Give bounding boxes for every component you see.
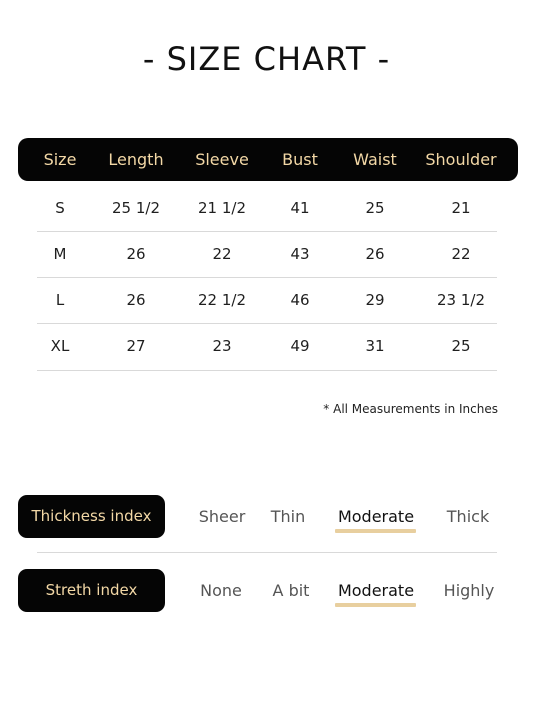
thickness-index-label: Thickness index [18,495,165,538]
cell-bust: 43 [290,245,310,263]
cell-sleeve: 22 1/2 [198,291,246,309]
header-bust: Bust [282,150,318,169]
cell-length: 27 [126,337,146,355]
stretch-index-label: Streth index [18,569,165,612]
cell-bust: 46 [290,291,310,309]
table-row [0,185,533,231]
cell-size: XL [50,337,70,355]
header-size: Size [43,150,77,169]
thickness-option-thin: Thin [270,507,306,526]
stretch-option-highly: Highly [443,581,495,600]
header-length: Length [108,150,164,169]
cell-size: S [55,199,65,217]
thickness-option-thick: Thick [446,507,490,526]
measurement-note: * All Measurements in Inches [323,402,498,416]
cell-waist: 25 [365,199,385,217]
thickness-option-sheer: Sheer [198,507,246,526]
cell-waist: 31 [365,337,385,355]
row-divider [37,370,497,371]
header-waist: Waist [353,150,397,169]
cell-size: M [53,245,67,263]
stretch-option-a-bit: A bit [272,581,310,600]
table-row [0,231,533,277]
size-table-header [18,138,518,181]
cell-length: 26 [126,291,146,309]
cell-waist: 26 [365,245,385,263]
table-row [0,323,533,369]
thickness-selected-underline [335,529,416,533]
stretch-option-none: None [200,581,242,600]
stretch-option-moderate: Moderate [337,581,415,600]
cell-waist: 29 [365,291,385,309]
cell-size: L [55,291,65,309]
cell-shoulder: 21 [451,199,471,217]
header-shoulder: Shoulder [425,150,497,169]
cell-sleeve: 22 [212,245,232,263]
cell-shoulder: 23 1/2 [437,291,485,309]
cell-sleeve: 21 1/2 [198,199,246,217]
cell-shoulder: 22 [451,245,471,263]
cell-bust: 49 [290,337,310,355]
header-sleeve: Sleeve [195,150,249,169]
cell-length: 25 1/2 [112,199,160,217]
stretch-selected-underline [335,603,416,607]
cell-bust: 41 [290,199,310,217]
index-divider [37,552,497,553]
cell-length: 26 [126,245,146,263]
table-row [0,277,533,323]
cell-sleeve: 23 [212,337,232,355]
thickness-option-moderate: Moderate [337,507,415,526]
page-title: - SIZE CHART - [142,40,391,78]
cell-shoulder: 25 [451,337,471,355]
